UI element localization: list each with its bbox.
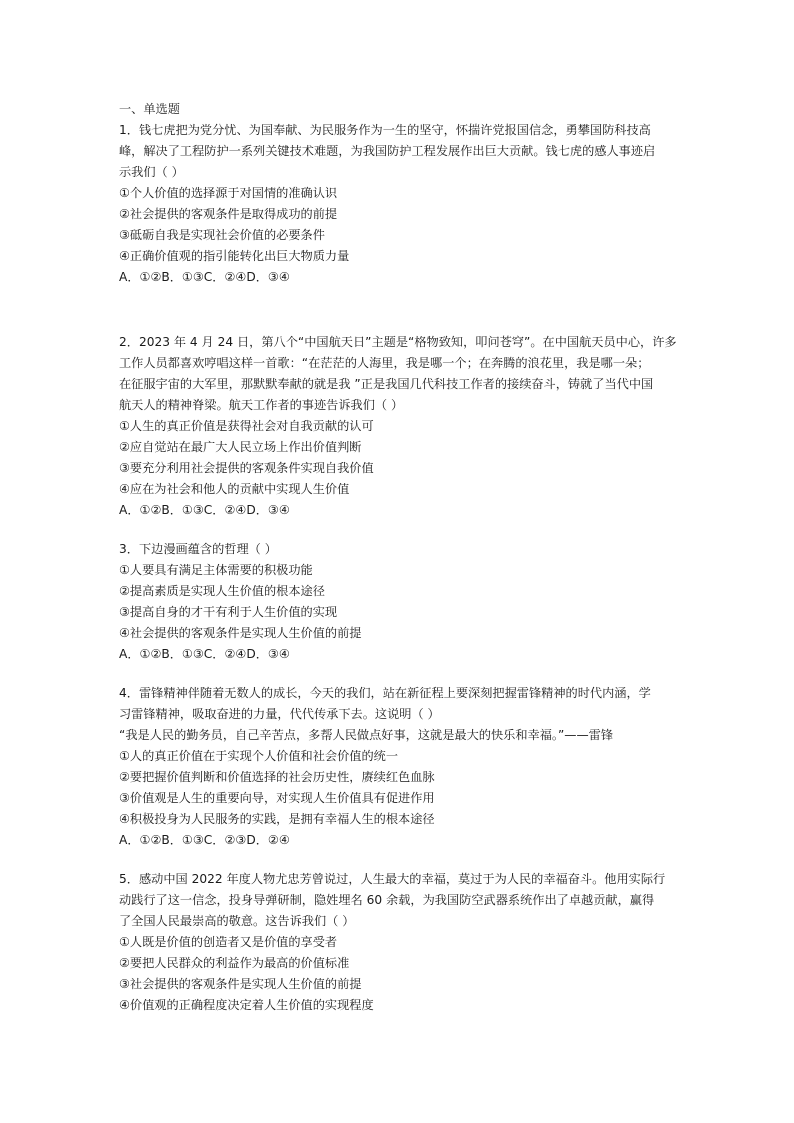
statement-2: ②社会提供的客观条件是取得成功的前提	[119, 207, 338, 221]
statement-4: ④社会提供的客观条件是实现人生价值的前提	[119, 626, 362, 640]
answer-options: A．①②B．①③C．②④D．③④	[119, 647, 290, 661]
question-stem-line: 习雷锋精神，吸取奋进的力量，代代传承下去。这说明（ ）	[119, 707, 440, 721]
statement-2: ②要把人民群众的利益作为最高的价值标准	[119, 956, 350, 970]
statement-3: ③价值观是人生的重要向导，对实现人生价值具有促进作用	[119, 791, 435, 805]
statement-1: ①个人价值的选择源于对国情的准确认识	[119, 186, 338, 200]
statement-1: ①人既是价值的创造者又是价值的享受者	[119, 935, 338, 949]
statement-3: ③要充分利用社会提供的客观条件实现自我价值	[119, 461, 374, 475]
statement-4: ④价值观的正确程度决定着人生价值的实现程度	[119, 998, 374, 1012]
question-stem-line: 峰，解决了工程防护一系列关键技术难题，为我国防护工程发展作出巨大贡献。钱七虎的感人事迹启	[119, 144, 656, 158]
answer-options: A．①②B．①③C．②④D．③④	[119, 270, 290, 284]
question-stem-line: 2．2023 年 4 月 24 日，第八个“中国航天日”主题是“格物致知，叩问苍穹”。在中国航天员中心，许多	[119, 335, 677, 349]
statement-2: ②应自觉站在最广大人民立场上作出价值判断	[119, 440, 362, 454]
question-stem-line: 5．感动中国 2022 年度人物尤忠芳曾说过，人生最大的幸福，莫过于为人民的幸福奋斗。他用实际行	[119, 872, 666, 886]
statement-1: ①人要具有满足主体需要的积极功能	[119, 563, 313, 577]
statement-4: ④积极投身为人民服务的实践，是拥有幸福人生的根本途径	[119, 812, 435, 826]
answer-options: A．①②B．①③C．②③D．②④	[119, 833, 290, 847]
question-stem-line: 4．雷锋精神伴随着无数人的成长，今天的我们，站在新征程上要深刻把握雷锋精神的时代内涵，学	[119, 686, 651, 700]
question-stem-line: 了全国人民最崇高的敬意。这告诉我们（ ）	[119, 914, 355, 928]
statement-4: ④正确价值观的指引能转化出巨大物质力量	[119, 249, 350, 263]
question-stem-line: 示我们（ ）	[119, 165, 184, 179]
question-5	[119, 869, 679, 1016]
section-title: 一、单选题	[119, 102, 180, 116]
question-2	[119, 332, 679, 521]
statement-3: ③砥砺自我是实现社会价值的必要条件	[119, 228, 325, 242]
question-stem-line: 1．钱七虎把为党分忧、为国奉献、为民服务作为一生的坚守，怀揣许党报国信念，勇攀国防科技高	[119, 123, 651, 137]
question-quote: “我是人民的勤务员，自己辛苦点，多帮人民做点好事，这就是最大的快乐和幸福。”——雷锋	[119, 728, 614, 742]
statement-3: ③提高自身的才干有利于人生价值的实现	[119, 605, 338, 619]
statement-2: ②提高素质是实现人生价值的根本途径	[119, 584, 325, 598]
question-stem-line: 航天人的精神脊梁。航天工作者的事迹告诉我们（ ）	[119, 398, 404, 412]
exam-content	[119, 99, 679, 1016]
statement-1: ①人的真正价值在于实现个人价值和社会价值的统一	[119, 749, 399, 763]
statement-1: ①人生的真正价值是获得社会对自我贡献的认可	[119, 419, 374, 433]
statement-3: ③社会提供的客观条件是实现人生价值的前提	[119, 977, 362, 991]
answer-options: A．①②B．①③C．②④D．③④	[119, 503, 290, 517]
question-stem-line: 动践行了这一信念，投身导弹研制，隐姓埋名 60 余载，为我国防空武器系统作出了卓越贡献，赢得	[119, 893, 655, 907]
question-stem-line: 3．下边漫画蕴含的哲理（ ）	[119, 542, 277, 556]
question-stem-line: 工作人员都喜欢哼唱这样一首歌：“在茫茫的人海里，我是哪一个；在奔腾的浪花里，我是哪一朵；	[119, 356, 650, 370]
question-1	[119, 120, 679, 288]
question-stem-line: 在征服宇宙的大军里，那默默奉献的就是我 ”正是我国几代科技工作者的接续奋斗，铸就了当代中国	[119, 377, 654, 391]
question-3	[119, 539, 679, 665]
question-4	[119, 683, 679, 851]
statement-4: ④应在为社会和他人的贡献中实现人生价值	[119, 482, 350, 496]
statement-2: ②要把握价值判断和价值选择的社会历史性，赓续红色血脉	[119, 770, 435, 784]
